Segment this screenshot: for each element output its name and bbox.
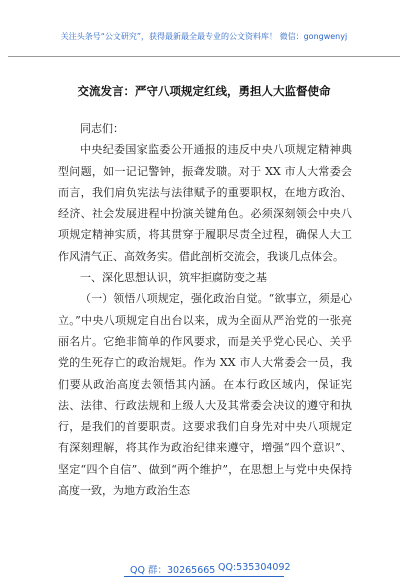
document-body xyxy=(58,118,352,501)
salutation: 同志们： xyxy=(80,122,124,135)
page-header xyxy=(8,2,400,62)
footer-qq-number: QQ:535304092 xyxy=(218,562,291,573)
footer-qq-group: QQ 群：30265665 xyxy=(130,565,216,576)
paragraph: （一）领悟八项规定，强化政治自觉。“欲事立，须是心立。”中央八项规定自出台以来，成为全面从严治党的一张亮丽名片。它绝非简单的作风要求，而是关乎党心民心、关乎党的生死存亡的政治规矩。作为 XX 市人大常委会一员，我们要从政治高度去领悟其内涵。在本行政区域内，保证宪法、法律、行政法规和上级人大及其常委会决议的遵守和执行，是我们的首要职责。这要求我们自身先对中央八项规定有深刻理解，将其作为政治纪律来遵守，增强“四个意识”、坚定“四个自信”、做到“两个维护”，在思想上与党中央保持高度一致，为地方政治生态 xyxy=(58,292,352,498)
document-title: 交流发言：严守八项规定红线，勇担人大监督使命 xyxy=(77,84,331,98)
header-divider xyxy=(8,56,400,57)
paragraph: 中央纪委国家监委公开通报的违反中央八项规定精神典型问题，如一记记警钟，振聋发聩。对于 XX 市人大常委会而言，我们肩负宪法与法律赋予的重要职权，在地方政治、经济、社会发展进程中扮演关键角色。必须深刻领会中央八项规定精神实质，将其贯穿于履职尽责全过程，确保人大工作风清气正、高效务实。借此剖析交流会，我谈几点体会。 xyxy=(58,143,352,263)
header-notice: 关注头条号“公文研究”，获得最新最全最专业的公文资料库！ 微信：gongwenyj xyxy=(60,32,348,41)
footer-underline xyxy=(124,576,284,577)
section-heading: 一、深化思想认识，筑牢拒腐防变之基 xyxy=(80,271,267,285)
